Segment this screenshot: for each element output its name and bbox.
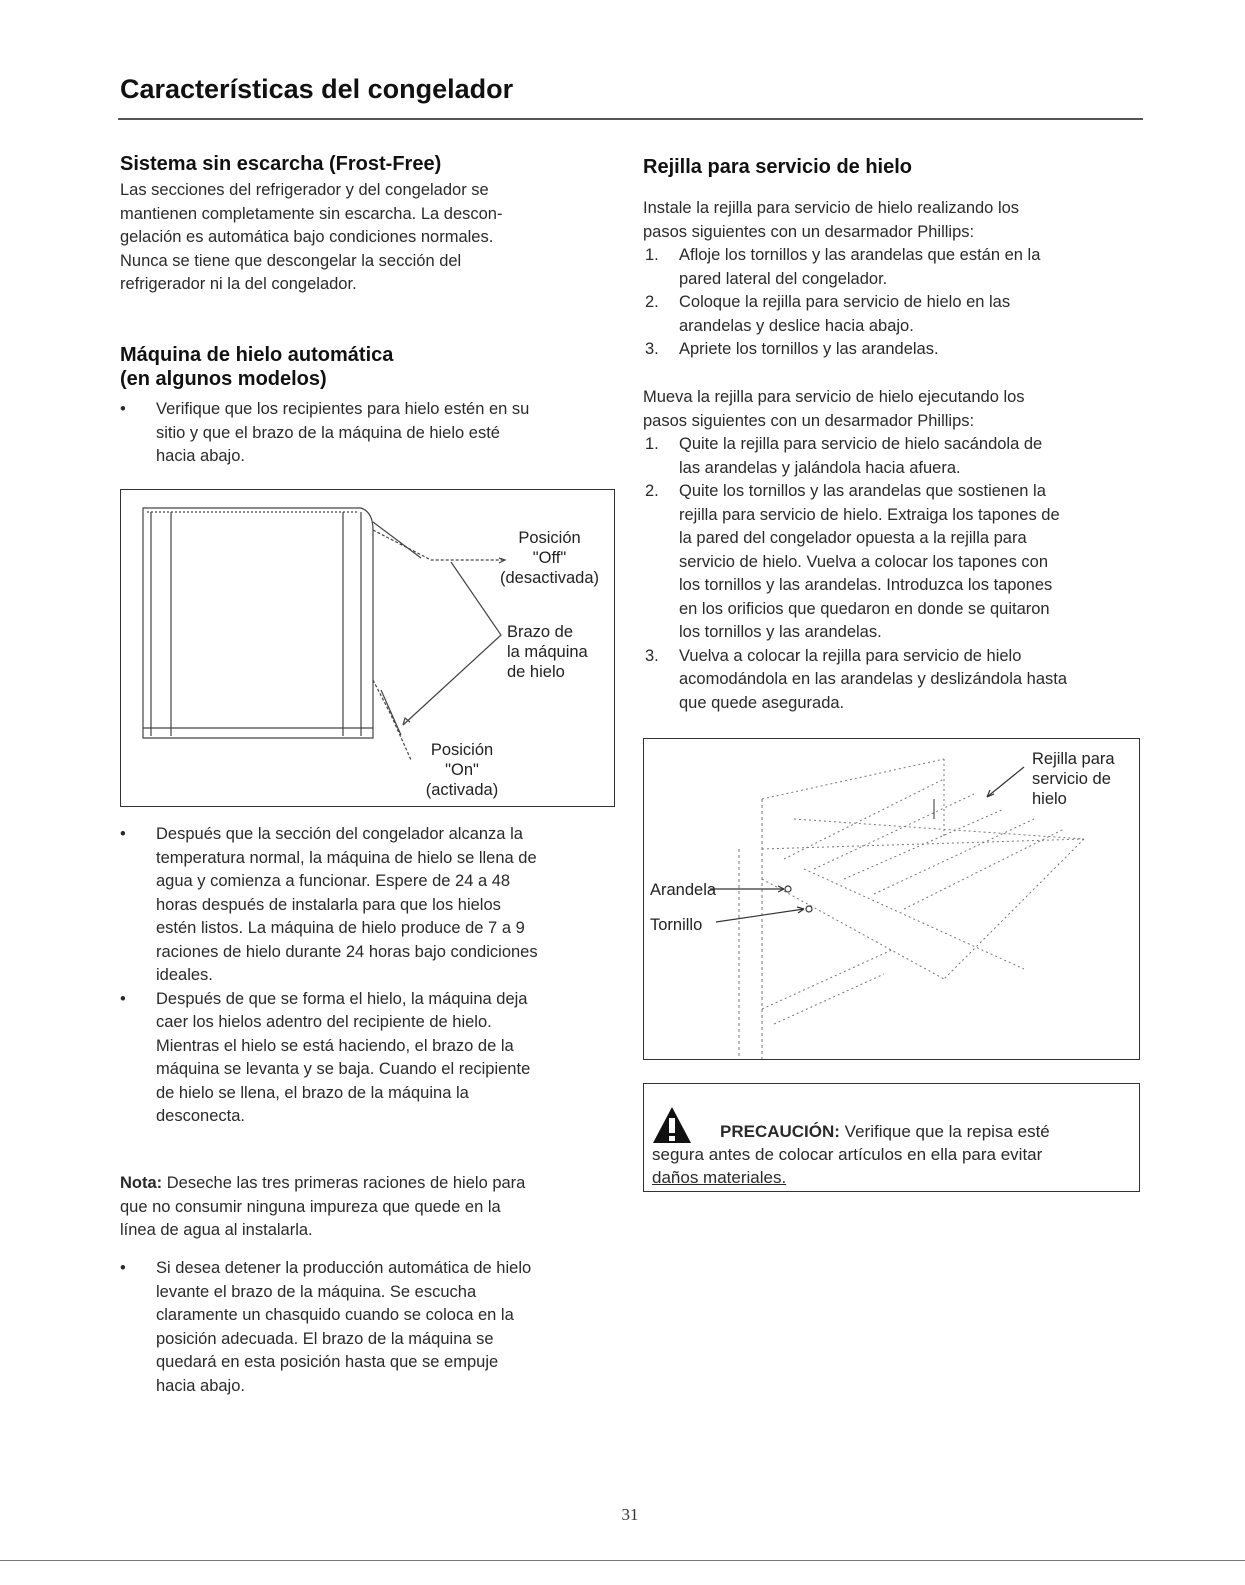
text-line: mantienen completamente sin escarcha. La descon- <box>120 204 503 223</box>
step-number: 1. <box>645 435 659 453</box>
label-line: "Off" <box>532 549 567 567</box>
frost-free-heading: Sistema sin escarcha (Frost-Free) <box>120 153 442 175</box>
note-label: Nota: <box>120 1174 163 1192</box>
text-line: pasos siguientes con un desarmador Phillips: <box>643 222 975 241</box>
ice-maker-bullets-top <box>120 398 615 469</box>
text-line: la pared del congelador opuesta a la rejilla para <box>679 529 1027 547</box>
text-line: línea de agua al instalarla. <box>120 1221 313 1239</box>
caution-label: PRECAUCIÓN: <box>720 1122 840 1141</box>
list-item <box>120 988 615 1129</box>
label-line: de hielo <box>507 663 565 681</box>
text-line <box>120 1172 615 1196</box>
text-span: Verifique que la repisa esté <box>839 1122 1050 1141</box>
step-number: 2. <box>645 293 659 311</box>
text-line: Instale la rejilla para servicio de hielo realizando los <box>643 199 1020 217</box>
caution-text <box>652 1120 1137 1189</box>
ice-maker-heading <box>120 343 393 391</box>
list-item <box>643 291 1143 338</box>
text-line: • Verifique que los recipientes para hielo estén en su <box>156 400 530 418</box>
frost-free-paragraph <box>120 179 610 297</box>
text-line: • Después de que se forma el hielo, la máquina deja <box>156 989 528 1008</box>
list-item <box>120 1257 615 1398</box>
text-line: pared lateral del congelador. <box>679 269 888 288</box>
text-line: estén listos. La máquina de hielo produce de 7 a 9 <box>156 919 525 937</box>
label-line: Posición <box>518 529 581 547</box>
text-line: las arandelas y jalándola hacia afuera. <box>679 458 961 477</box>
page-title: Características del congelador <box>120 74 514 104</box>
text-line: sitio y que el brazo de la máquina de hielo esté <box>156 423 500 442</box>
list-item <box>643 338 1143 362</box>
label-line: Rejilla para <box>1032 750 1115 768</box>
label-line: hielo <box>1032 790 1067 808</box>
label-line: servicio de <box>1032 770 1111 788</box>
text-line: Vuelva a colocar la rejilla para servicio de hielo <box>679 646 1022 665</box>
text-line: los tornillos y las arandelas. Introduzca los tapones <box>679 576 1053 594</box>
text-line: que quede asegurada. <box>679 693 845 712</box>
note-paragraph <box>120 1172 615 1243</box>
text-line: arandelas y deslice hacia abajo. <box>679 316 914 335</box>
text-line: raciones de hielo durante 24 horas bajo condiciones <box>156 942 538 961</box>
text-line: Quite los tornillos y las arandelas que sostienen la <box>679 482 1046 500</box>
page-number: 31 <box>621 1505 639 1524</box>
ice-rack-label <box>1032 749 1132 809</box>
label-line: (desactivada) <box>499 569 600 587</box>
label-line: la máquina <box>507 643 588 661</box>
label-line: Brazo de <box>507 623 574 641</box>
step-number: 3. <box>645 340 659 358</box>
text-line: daños materiales. <box>652 1168 787 1187</box>
list-item <box>643 480 1143 645</box>
caution-box <box>643 1083 1140 1192</box>
text-line: máquina se levanta y se baja. Cuando el recipiente <box>156 1060 531 1078</box>
text-line: gelación es automática bajo condiciones normales. <box>120 228 494 246</box>
text-line: rejilla para servicio de hielo. Extraiga los tapones de <box>679 505 1060 524</box>
text-line: caer los hielos adentro del recipiente de hielo. <box>156 1013 492 1031</box>
step-number: 2. <box>645 482 659 500</box>
text-line: agua y comienza a funcionar. Espere de 24 a 48 <box>156 872 511 890</box>
list-item <box>643 244 1143 291</box>
heading-line: Máquina de hielo automática <box>120 344 394 366</box>
ice-maker-figure <box>120 489 615 807</box>
move-steps <box>643 433 1143 715</box>
text-line: hacia abajo. <box>156 447 245 465</box>
ice-maker-arm-label <box>507 622 612 682</box>
text-line: servicio de hielo. Vuelva a colocar los tapones con <box>679 552 1049 571</box>
bottom-divider <box>0 1560 1245 1561</box>
text-line: claramente un chasquido cuando se coloca en la <box>156 1306 514 1324</box>
list-item <box>120 823 615 988</box>
text-line: que no consumir ninguna impureza que quede en la <box>120 1197 501 1216</box>
label-line: (activada) <box>425 781 499 799</box>
text-line <box>652 1120 1137 1143</box>
install-steps <box>643 244 1143 362</box>
off-position-label <box>487 528 612 588</box>
ice-maker-bullets-bottom <box>120 1257 615 1398</box>
install-intro <box>643 197 1143 244</box>
on-position-label <box>407 740 517 800</box>
text-line: segura antes de colocar artículos en ella para evitar <box>652 1145 1043 1164</box>
text-line: los tornillos y las arandelas. <box>679 623 882 641</box>
text-line: posición adecuada. El brazo de la máquina se <box>156 1329 494 1348</box>
text-line: pasos siguientes con un desarmador Phillips: <box>643 411 975 430</box>
text-line: de hielo se llena, el brazo de la máquina la <box>156 1083 469 1102</box>
heading-line: (en algunos modelos) <box>120 368 327 390</box>
text-line: levante el brazo de la máquina. Se escucha <box>156 1282 477 1301</box>
text-line: acomodándola en las arandelas y deslizándola hasta <box>679 670 1068 688</box>
text-line: Quite la rejilla para servicio de hielo sacándola de <box>679 435 1043 453</box>
step-number: 1. <box>645 246 659 264</box>
text-line: hacia abajo. <box>156 1376 245 1395</box>
label-line: Posición <box>430 741 494 759</box>
washer-label: Arandela <box>650 881 717 899</box>
text-line: en los orificios que quedaron en donde se quitaron <box>679 599 1050 618</box>
text-line: Coloque la rejilla para servicio de hielo en las <box>679 293 1011 311</box>
text-line: quedará en esta posición hasta que se empuje <box>156 1353 499 1371</box>
text-line: Mueva la rejilla para servicio de hielo ejecutando los <box>643 388 1025 406</box>
title-divider <box>118 118 1143 120</box>
text-line: • Después que la sección del congelador alcanza la <box>156 825 523 843</box>
list-item <box>643 433 1143 480</box>
text-line: Nunca se tiene que descongelar la sección del <box>120 251 462 270</box>
screw-label: Tornillo <box>650 916 703 934</box>
text-line: temperatura normal, la máquina de hielo se llena de <box>156 848 537 867</box>
text-line: Mientras el hielo se está haciendo, el brazo de la <box>156 1036 514 1055</box>
text-line: ideales. <box>156 966 213 984</box>
step-number: 3. <box>645 646 659 665</box>
move-intro <box>643 386 1143 433</box>
text-line: desconecta. <box>156 1107 245 1125</box>
list-item <box>643 645 1143 716</box>
text-line: • Si desea detener la producción automática de hielo <box>156 1259 532 1277</box>
ice-rack-figure <box>643 738 1140 1060</box>
list-item <box>120 398 615 469</box>
ice-maker-bullets-middle <box>120 823 615 1129</box>
text-line: Apriete los tornillos y las arandelas. <box>679 340 939 358</box>
text-line: Afloje los tornillos y las arandelas que están en la <box>679 246 1041 264</box>
text-line: refrigerador ni la del congelador. <box>120 275 357 293</box>
label-line: "On" <box>445 761 479 779</box>
text-line: Las secciones del refrigerador y del congelador se <box>120 181 489 199</box>
text-line: horas después de instalarla para que los hielos <box>156 895 501 914</box>
text-span: Deseche las tres primeras raciones de hielo para <box>162 1174 526 1192</box>
ice-rack-heading: Rejilla para servicio de hielo <box>643 156 913 178</box>
